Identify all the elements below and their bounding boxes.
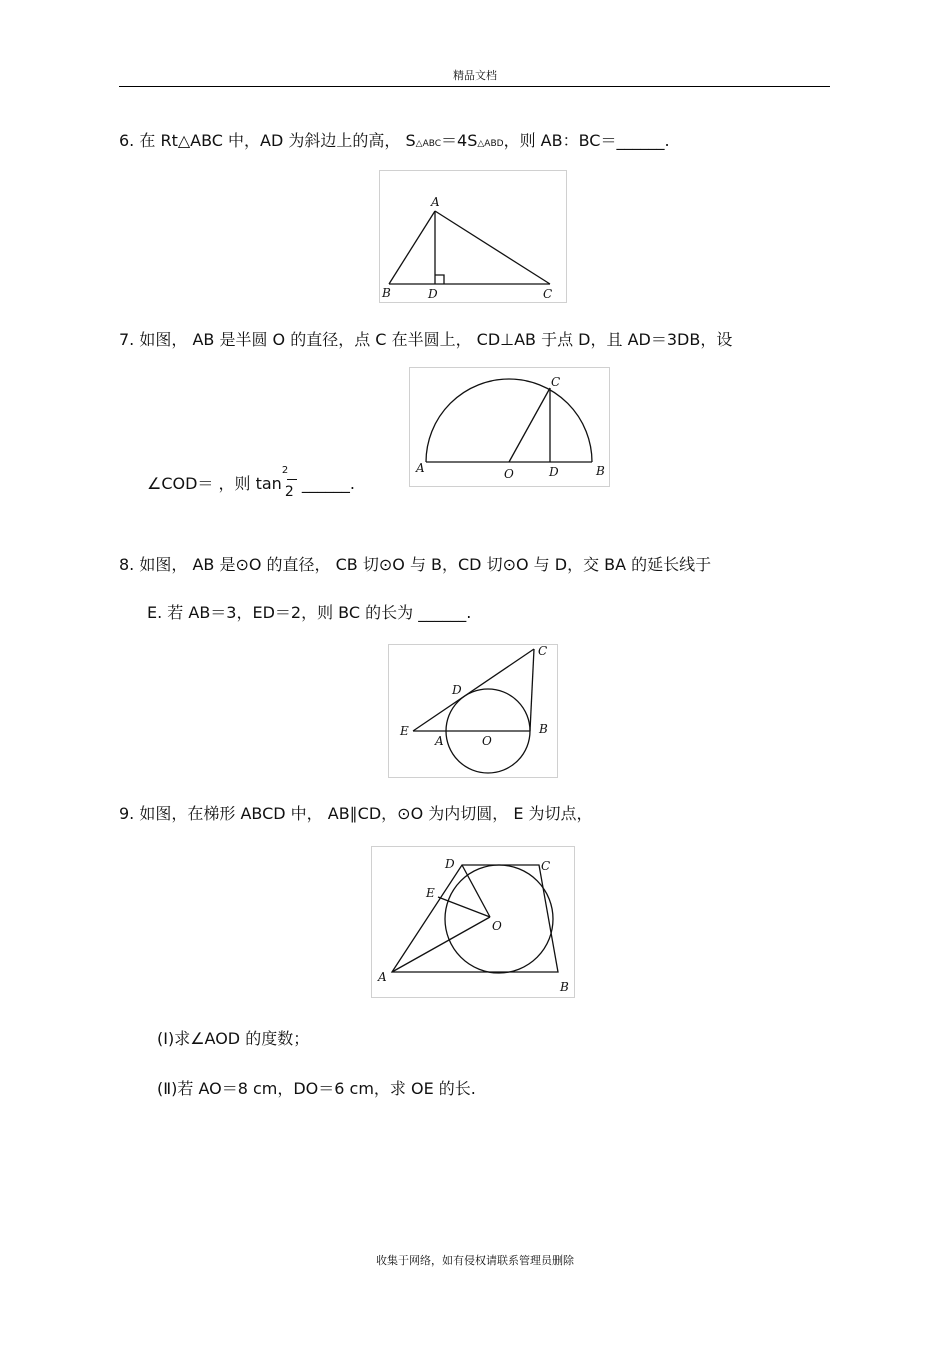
label-a: A	[416, 461, 425, 475]
label-c: C	[538, 645, 548, 658]
question-9	[119, 801, 593, 824]
right-angle-mark	[435, 275, 444, 284]
label-a: A	[435, 734, 444, 748]
tangent-ec	[413, 649, 534, 731]
label-b: B	[596, 464, 605, 478]
label-d: D	[452, 683, 462, 697]
area-subscript: △ABC	[415, 139, 442, 149]
fraction-denominator: 2	[284, 484, 294, 500]
question-7	[119, 327, 732, 350]
label-c: C	[541, 859, 551, 873]
header-divider	[119, 86, 830, 87]
side-ac	[435, 211, 550, 284]
segment-ao	[392, 917, 490, 972]
page-header: 精品文档	[453, 69, 497, 82]
figure-q8-tangent-circle	[388, 644, 558, 778]
question-8-line-2	[147, 600, 471, 623]
label-o: O	[504, 467, 514, 481]
question-number: 9.	[119, 804, 135, 823]
equation-text: ＝4S	[441, 131, 478, 150]
figure-q6-triangle	[379, 170, 567, 303]
question-text: E. 若 AB＝3，ED＝2，则 BC 的长为 ______.	[147, 603, 472, 622]
figure-q9-trapezoid	[371, 846, 575, 998]
question-text: 在 Rt△ABC 中，AD 为斜边上的高，	[139, 131, 401, 150]
semicircle-arc	[426, 379, 592, 462]
area-subscript: △ABD	[477, 139, 504, 149]
question-text: ，则 AB：BC＝______.	[503, 131, 670, 150]
label-o: O	[492, 919, 502, 933]
label-c: C	[543, 287, 553, 301]
label-b: B	[382, 286, 391, 300]
question-text: 如图， AB 是⊙O 的直径， CB 切⊙O 与 B，CD 切⊙O 与 D，交 BA 的延长线于	[139, 555, 712, 574]
question-text: 如图， AB 是半圆 O 的直径，点 C 在半圆上， CD⊥AB 于点 D，且 AD＝3DB，设	[139, 330, 733, 349]
question-9-part-2: (Ⅱ)若 AO＝8 cm，DO＝6 cm，求 OE 的长.	[157, 1079, 476, 1098]
question-6	[119, 128, 670, 151]
figure-q7-semicircle	[409, 367, 610, 487]
segment-do	[462, 865, 490, 917]
question-7-answer-line	[147, 465, 355, 500]
label-a: A	[431, 195, 440, 209]
label-d: D	[549, 465, 559, 479]
side-ab	[389, 211, 435, 284]
label-b: B	[539, 722, 548, 736]
question-9-part-1: (Ⅰ)求∠AOD 的度数；	[157, 1029, 310, 1048]
tangent-bc	[530, 649, 534, 731]
label-a: A	[378, 970, 387, 984]
label-b: B	[560, 980, 569, 994]
label-c: C	[551, 375, 561, 389]
answer-blank: ______.	[301, 474, 355, 493]
page-footer: 收集于网络，如有侵权请联系管理员删除	[376, 1254, 574, 1267]
question-number: 8.	[119, 555, 135, 574]
question-8	[119, 552, 711, 575]
question-number: 7.	[119, 330, 135, 349]
question-text: 如图，在梯形 ABCD 中， AB∥CD，⊙O 为内切圆， E 为切点，	[139, 804, 593, 823]
label-o: O	[482, 734, 492, 748]
label-e: E	[400, 724, 409, 738]
fraction-bar	[287, 479, 297, 480]
tan-exponent: 2	[281, 465, 289, 476]
trapezoid-abcd	[392, 865, 558, 972]
area-symbol: S	[405, 131, 416, 150]
question-number: 6.	[119, 131, 135, 150]
label-e: E	[426, 886, 435, 900]
label-d: D	[445, 857, 455, 871]
label-d: D	[428, 287, 438, 301]
angle-text: ∠COD＝ ，则 tan	[147, 474, 282, 493]
segment-oc	[509, 388, 550, 462]
